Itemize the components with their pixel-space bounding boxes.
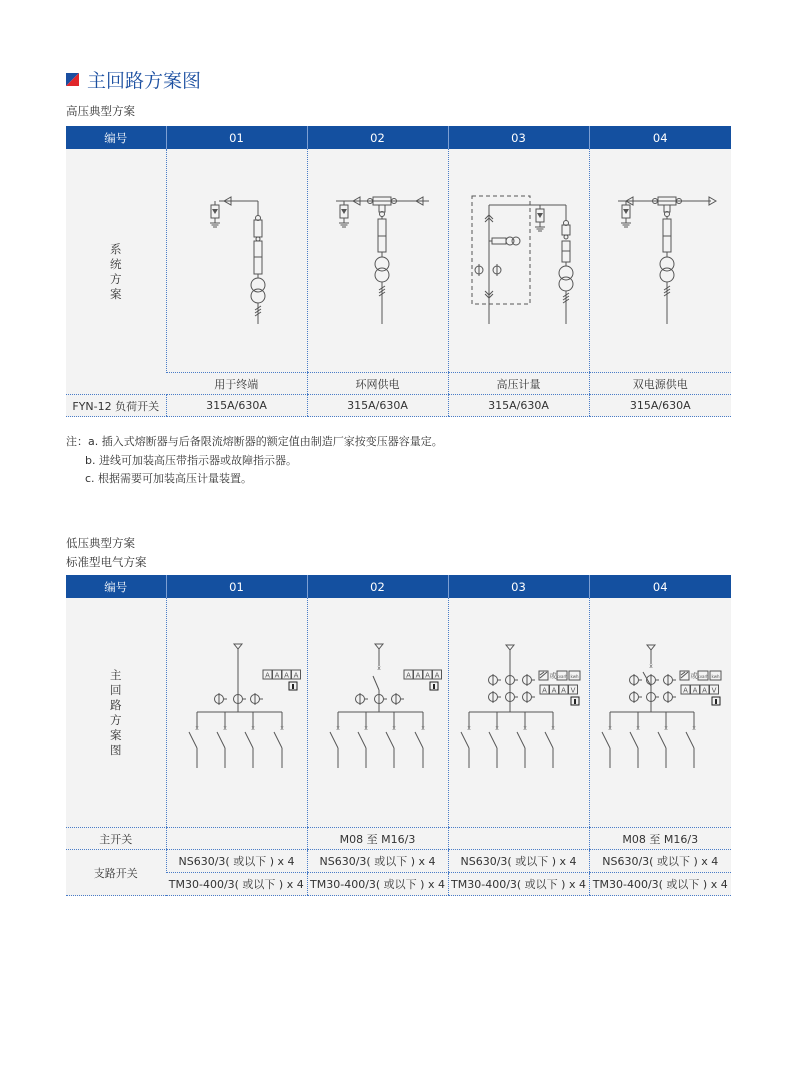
svg-text:V: V xyxy=(570,686,575,695)
diagram-cell xyxy=(166,598,307,828)
branch-value: NS630/3( 或以下 ) x 4 xyxy=(307,850,448,873)
current-transformer-icon xyxy=(522,691,535,703)
note-c: c. 根据需要可加装高压计量装置。 xyxy=(85,472,253,485)
arrester-icon xyxy=(210,201,220,227)
branch-breaker-icon xyxy=(217,712,227,768)
header-cell: 03 xyxy=(448,575,589,598)
svg-text:x: x xyxy=(391,725,396,732)
brand-flag-icon xyxy=(66,73,79,86)
meter-symbols xyxy=(539,671,580,680)
svg-text:A: A xyxy=(274,671,279,680)
svg-text:A: A xyxy=(405,671,411,680)
current-transformer-icon xyxy=(505,691,518,703)
svg-text:kvarh: kvarh xyxy=(696,674,709,679)
meter-box xyxy=(263,670,272,680)
svg-text:A: A xyxy=(415,671,420,680)
spec-value: 315A/630A xyxy=(307,395,448,417)
transformer-icon xyxy=(559,266,573,291)
hv-diagram-01 xyxy=(167,149,308,372)
current-transformer-icon xyxy=(646,674,659,686)
current-transformer-icon xyxy=(374,693,387,705)
incoming-terminal-icon xyxy=(647,645,655,650)
wire xyxy=(602,732,610,748)
transformer-icon xyxy=(375,257,389,282)
wire xyxy=(245,732,253,748)
scheme-name: 用于终端 xyxy=(166,373,307,395)
hv-diagram-02 xyxy=(308,149,449,372)
wire xyxy=(358,732,366,748)
current-transformer-icon xyxy=(646,691,659,703)
hv-name-row xyxy=(66,373,731,395)
fuse-icon xyxy=(663,236,671,252)
diagram-cell xyxy=(448,149,589,373)
note-b: b. 进线可加装高压带指示器或故障指示器。 xyxy=(85,453,297,467)
main-switch-value xyxy=(166,828,307,850)
cable-slash-icon xyxy=(379,286,385,296)
fuse-icon xyxy=(663,219,671,236)
branch-breaker-icon xyxy=(489,712,499,768)
meter-box xyxy=(432,670,441,680)
page-title: 主回路方案图 xyxy=(87,70,202,92)
lv-diagram-01 xyxy=(167,598,308,827)
hv-header-row xyxy=(66,126,731,149)
branch-value: TM30-400/3( 或以下 ) x 4 xyxy=(307,873,448,896)
indicator-icon xyxy=(712,697,720,705)
svg-text:x: x xyxy=(522,725,527,732)
meter-box xyxy=(413,670,422,680)
svg-text:A: A xyxy=(701,686,707,695)
transformer-icon xyxy=(660,257,674,282)
wire xyxy=(217,732,225,748)
row-label: FYN-12 负荷开关 xyxy=(66,395,166,417)
svg-text:x: x xyxy=(466,725,471,732)
diagram-cell xyxy=(448,598,589,828)
row-label: 主开关 xyxy=(66,828,166,850)
row-label: 支路开关 xyxy=(66,850,166,896)
circle-symbol xyxy=(375,257,389,271)
row-label xyxy=(66,598,166,828)
svg-text:x: x xyxy=(691,725,696,732)
meter-box xyxy=(291,670,300,680)
current-transformer-icon xyxy=(488,674,501,686)
arrester-icon xyxy=(535,205,545,231)
header-cell: 01 xyxy=(166,575,307,598)
svg-text:或: 或 xyxy=(549,672,556,680)
branch-value: TM30-400/3( 或以下 ) x 4 xyxy=(166,873,307,896)
fuse-icon xyxy=(254,257,262,274)
wire xyxy=(545,732,553,748)
diagram-cell xyxy=(589,598,731,828)
lv-branch-row-2 xyxy=(66,873,731,896)
lv-scheme-table xyxy=(66,575,731,896)
hv-scheme-table xyxy=(66,126,731,417)
circle-symbol xyxy=(660,257,674,271)
wire xyxy=(189,732,197,748)
lv-subtitle-standard: 标准型电气方案 xyxy=(66,555,147,569)
fuse-icon xyxy=(378,219,386,236)
current-transformer-icon xyxy=(488,691,501,703)
lv-main-switch-row xyxy=(66,828,731,850)
current-transformer-icon xyxy=(355,693,368,705)
lv-diagram-02 xyxy=(308,598,449,827)
header-cell: 02 xyxy=(307,575,448,598)
meter-box xyxy=(540,685,549,695)
wire xyxy=(630,732,638,748)
spec-value: 315A/630A xyxy=(448,395,589,417)
branch-breaker-icon xyxy=(330,712,340,768)
cable-slash-icon xyxy=(664,286,670,296)
header-cell: 03 xyxy=(448,126,589,149)
scheme-name: 高压计量 xyxy=(448,373,589,395)
svg-text:x: x xyxy=(494,725,499,732)
current-transformer-icon xyxy=(522,674,535,686)
tee-connector-icon xyxy=(652,197,681,217)
hv-spec-row xyxy=(66,395,731,417)
svg-text:或: 或 xyxy=(690,672,697,680)
svg-text:kvarh: kvarh xyxy=(555,674,568,679)
branch-breaker-icon xyxy=(461,712,471,768)
meter-box xyxy=(709,685,718,695)
lv-diagram-row xyxy=(66,598,731,828)
svg-text:x: x xyxy=(222,725,227,732)
svg-text:A: A xyxy=(551,686,556,695)
header-cell: 编号 xyxy=(66,126,166,149)
circle-symbol xyxy=(251,289,265,303)
pt-icon xyxy=(512,237,520,245)
branch-value: NS630/3( 或以下 ) x 4 xyxy=(589,850,731,873)
svg-text:x: x xyxy=(420,725,425,732)
meter-box xyxy=(549,685,558,695)
svg-text:A: A xyxy=(692,686,697,695)
svg-text:x: x xyxy=(194,725,199,732)
branch-breaker-icon xyxy=(245,712,255,768)
meter-box xyxy=(423,670,432,680)
cable-slash-icon xyxy=(563,293,569,303)
fuse-icon xyxy=(254,241,262,257)
wire xyxy=(274,732,282,748)
lv-diagram-04 xyxy=(590,598,732,827)
svg-text:A: A xyxy=(264,671,270,680)
header-cell: 04 xyxy=(589,126,731,149)
fuse-icon xyxy=(254,220,262,237)
hv-diagram-04 xyxy=(590,149,732,372)
arrester-icon xyxy=(339,201,349,227)
wire xyxy=(415,732,423,748)
row-label-text: 主回路方案图 xyxy=(110,667,122,757)
circle-symbol xyxy=(375,268,389,282)
meter-box xyxy=(404,670,413,680)
wire xyxy=(686,732,694,748)
circle-symbol xyxy=(559,266,573,280)
wire xyxy=(658,732,666,748)
fuse-icon xyxy=(562,251,570,262)
branch-breaker-icon xyxy=(630,712,640,768)
svg-text:x: x xyxy=(279,725,284,732)
lv-diagram-03 xyxy=(449,598,590,827)
spec-value: 315A/630A xyxy=(589,395,731,417)
wire xyxy=(373,676,379,690)
svg-text:V: V xyxy=(711,686,716,695)
scheme-name: 双电源供电 xyxy=(589,373,731,395)
cable-slash-icon xyxy=(255,306,261,316)
svg-text:x: x xyxy=(363,725,368,732)
hv-diagram-row xyxy=(66,149,731,373)
svg-text:x: x xyxy=(250,725,255,732)
branch-breaker-icon xyxy=(386,712,396,768)
branch-value: NS630/3( 或以下 ) x 4 xyxy=(166,850,307,873)
branch-value: TM30-400/3( 或以下 ) x 4 xyxy=(589,873,731,896)
header-cell: 02 xyxy=(307,126,448,149)
svg-text:A: A xyxy=(293,671,298,680)
meter-box xyxy=(690,685,699,695)
lv-subtitle: 低压典型方案 xyxy=(66,536,135,550)
svg-text:A: A xyxy=(434,671,439,680)
notes xyxy=(66,433,443,489)
svg-text:x: x xyxy=(648,663,653,670)
current-transformer-icon xyxy=(663,674,676,686)
incoming-terminal-icon xyxy=(234,644,242,649)
note-a: 注：a. 插入式熔断器与后备限流熔断器的额定值由制造厂家按变压器容量定。 xyxy=(66,435,443,448)
main-switch-value: M08 至 M16/3 xyxy=(307,828,448,850)
current-transformer-icon xyxy=(663,691,676,703)
fuse-icon xyxy=(492,238,506,244)
svg-text:x: x xyxy=(607,725,612,732)
branch-breaker-icon xyxy=(358,712,368,768)
branch-value: NS630/3( 或以下 ) x 4 xyxy=(448,850,589,873)
hv-diagram-03 xyxy=(449,149,590,372)
svg-text:A: A xyxy=(541,686,547,695)
fuse-icon xyxy=(378,236,386,252)
header-cell: 04 xyxy=(589,575,731,598)
branch-value: TM30-400/3( 或以下 ) x 4 xyxy=(448,873,589,896)
svg-text:kwh: kwh xyxy=(569,674,579,679)
lv-header-row xyxy=(66,575,731,598)
section-title xyxy=(66,66,201,93)
incoming-terminal-icon xyxy=(506,645,514,650)
current-transformer-icon xyxy=(250,693,263,705)
svg-text:kwh: kwh xyxy=(710,674,720,679)
current-transformer-icon xyxy=(629,691,642,703)
svg-text:A: A xyxy=(424,671,430,680)
current-transformer-icon xyxy=(391,693,404,705)
row-label xyxy=(66,149,166,395)
fuse-icon xyxy=(562,241,570,251)
current-transformer-icon xyxy=(214,693,227,705)
hv-subtitle: 高压典型方案 xyxy=(66,104,135,118)
wire xyxy=(517,732,525,748)
incoming-terminal-icon xyxy=(375,644,383,649)
tee-connector-icon xyxy=(367,197,396,217)
arrester-icon xyxy=(621,201,631,227)
row-label-text: 系统方案 xyxy=(110,241,122,301)
lv-branch-row-1 xyxy=(66,850,731,873)
svg-text:x: x xyxy=(550,725,555,732)
current-transformer-icon xyxy=(629,674,642,686)
indicator-icon xyxy=(430,682,438,690)
meter-symbols xyxy=(680,671,721,680)
svg-text:x: x xyxy=(376,665,381,672)
current-transformer-icon xyxy=(233,693,246,705)
branch-breaker-icon xyxy=(415,712,425,768)
branch-breaker-icon xyxy=(686,712,696,768)
svg-text:x: x xyxy=(335,725,340,732)
circle-symbol xyxy=(251,278,265,292)
header-cell: 编号 xyxy=(66,575,166,598)
meter-box xyxy=(559,685,568,695)
spec-value: 315A/630A xyxy=(166,395,307,417)
circle-symbol xyxy=(256,237,260,241)
svg-text:A: A xyxy=(682,686,688,695)
circle-symbol xyxy=(559,277,573,291)
wire xyxy=(386,732,394,748)
meter-box xyxy=(272,670,281,680)
main-switch-value: M08 至 M16/3 xyxy=(589,828,731,850)
circle-symbol xyxy=(660,268,674,282)
indicator-icon xyxy=(289,682,297,690)
wire xyxy=(330,732,338,748)
circle-symbol xyxy=(564,235,568,239)
svg-text:x: x xyxy=(635,725,640,732)
meter-box xyxy=(282,670,291,680)
main-switch-value xyxy=(448,828,589,850)
meter-box xyxy=(568,685,577,695)
branch-breaker-icon xyxy=(189,712,199,768)
scheme-name: 环网供电 xyxy=(307,373,448,395)
meter-box xyxy=(700,685,709,695)
wire xyxy=(461,732,469,748)
header-cell: 01 xyxy=(166,126,307,149)
diagram-cell xyxy=(589,149,731,373)
diagram-cell xyxy=(307,149,448,373)
meter-box xyxy=(681,685,690,695)
svg-text:A: A xyxy=(283,671,289,680)
svg-text:x: x xyxy=(663,725,668,732)
diagram-cell xyxy=(166,149,307,373)
svg-text:A: A xyxy=(560,686,566,695)
transformer-icon xyxy=(251,278,265,303)
indicator-icon xyxy=(571,697,579,705)
fuse-icon xyxy=(562,225,570,235)
current-transformer-icon xyxy=(505,674,518,686)
branch-breaker-icon xyxy=(602,712,612,768)
diagram-cell xyxy=(307,598,448,828)
branch-breaker-icon xyxy=(517,712,527,768)
metering-box xyxy=(472,196,530,304)
wire xyxy=(489,732,497,748)
branch-breaker-icon xyxy=(545,712,555,768)
branch-breaker-icon xyxy=(274,712,284,768)
branch-breaker-icon xyxy=(658,712,668,768)
